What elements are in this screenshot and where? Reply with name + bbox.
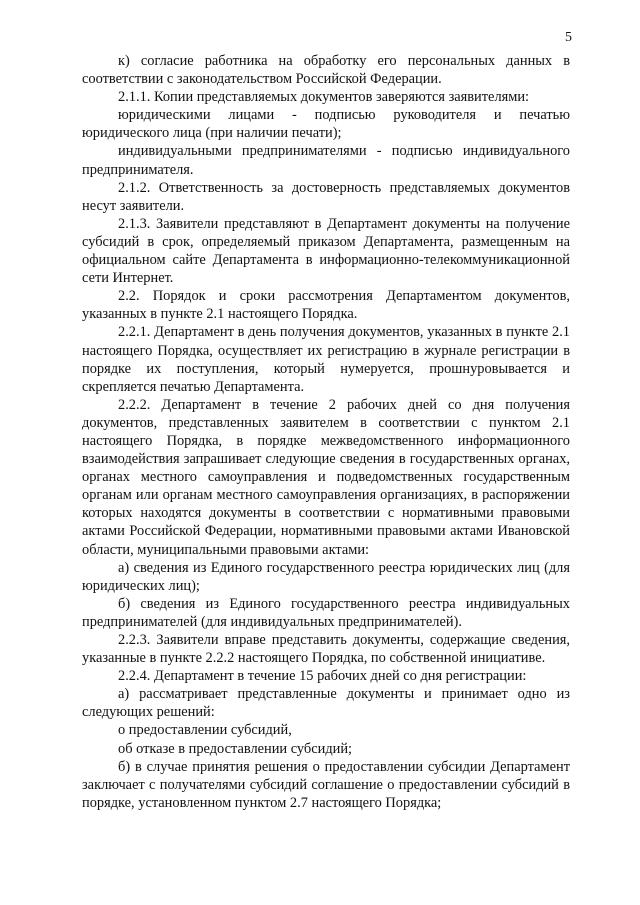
- paragraph-2-1-1: 2.1.1. Копии представляемых документов заверяются заявителями:: [118, 89, 530, 106]
- paragraph-item-b-entrepreneurs: б) сведения из Единого государственного реестра индивидуальных предпринимателей (для индивидуальных предпринимателей).: [82, 595, 570, 630]
- document-body: [82, 52, 570, 812]
- page-number: 5: [565, 30, 572, 45]
- paragraph-consent: к) согласие работника на обработку его персональных данных в соответствии с законодательством Российской Федерации.: [82, 53, 570, 88]
- paragraph-2-2-1: 2.2.1. Департамент в день получения документов, указанных в пункте 2.1 настоящего Порядка, осуществляет их регистрацию в журнале регистрации в порядке их поступления, который нумеруется, прошнуровывается и скрепляется печатью Департамента.: [82, 324, 570, 395]
- paragraph-item-b-agreement: б) в случае принятия решения о предоставлении субсидии Департамент заключает с получателями субсидий соглашение о предоставлении субсидий в порядке, установленном пунктом 2.7 настоящего Порядка;: [82, 758, 570, 811]
- paragraph-item-a-legal: а) сведения из Единого государственного реестра юридических лиц (для юридических лиц);: [82, 559, 570, 594]
- paragraph-2-1-3: 2.1.3. Заявители представляют в Департамент документы на получение субсидий в срок, определяемый приказом Департамента, размещенным на официальном сайте Департамента в информационно-телекоммуникационной сети Интернет.: [82, 215, 570, 287]
- paragraph-2-2: 2.2. Порядок и сроки рассмотрения Департаментом документов, указанных в пункте 2.1 настоящего Порядка.: [82, 288, 570, 323]
- paragraph-legal-entities: юридическими лицами - подписью руководителя и печатью юридического лица (при наличии печати);: [82, 107, 570, 142]
- paragraph-2-1-2: 2.1.2. Ответственность за достоверность представляемых документов несут заявители.: [82, 179, 570, 214]
- paragraph-decision-refuse: об отказе в предоставлении субсидий;: [118, 740, 353, 757]
- paragraph-2-2-3: 2.2.3. Заявители вправе представить документы, содержащие сведения, указанные в пункте 2.2.2 настоящего Порядка, по собственной инициативе.: [82, 632, 570, 667]
- paragraph-decision-grant: о предоставлении субсидий,: [118, 722, 292, 739]
- paragraph-item-a-review: а) рассматривает представленные документы и принимает одно из следующих решений:: [82, 686, 570, 721]
- paragraph-entrepreneurs: индивидуальными предпринимателями - подписью индивидуального предпринимателя.: [82, 143, 570, 178]
- paragraph-2-2-4: 2.2.4. Департамент в течение 15 рабочих дней со дня регистрации:: [118, 668, 527, 685]
- paragraph-2-2-2: 2.2.2. Департамент в течение 2 рабочих дней со дня получения документов, представленных заявителем в соответствии с пунктом 2.1 настоящего Порядка, в порядке межведомственного информационного взаимодействия запрашивает следующие сведения в государственных органах, органах местного самоуправления и подведомственных государственным органам или органам местного самоуправления организациях, в распоряжении которых находятся документы в соответствии с нормативными правовыми актами Российской Федерации, нормативными правовыми актами Ивановской области, муниципальными правовыми актами:: [82, 396, 570, 558]
